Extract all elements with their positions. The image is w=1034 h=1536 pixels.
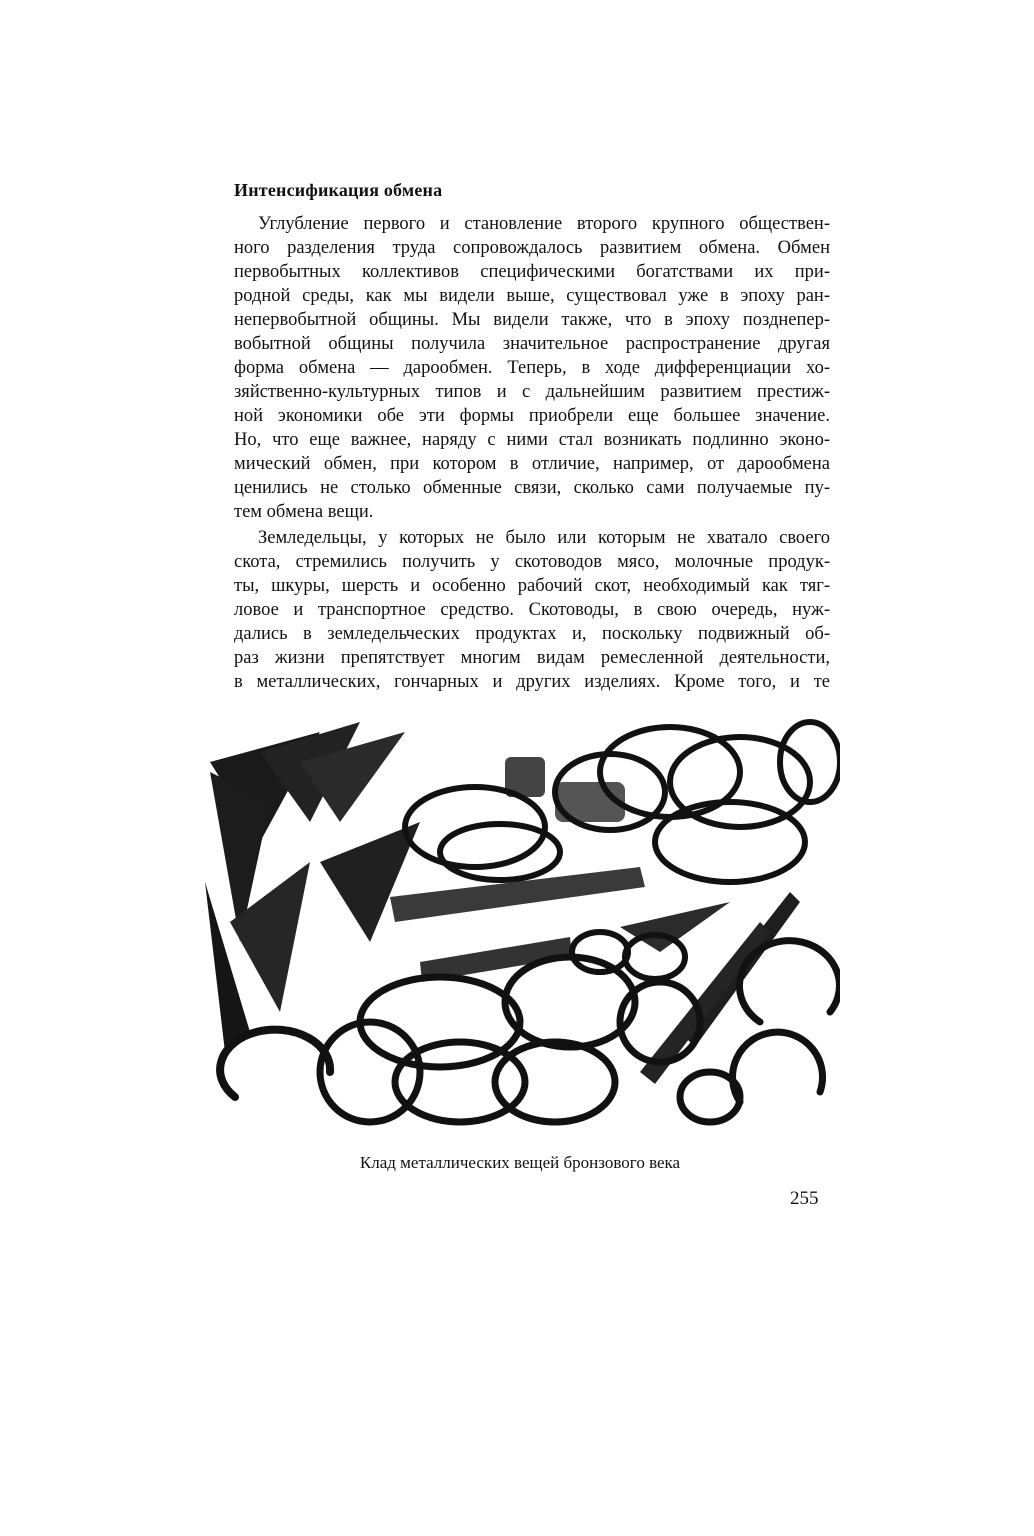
paragraph-1-line-5: непервобытной общины. Мы видели также, что в эпоху позднепер- xyxy=(234,310,830,330)
paragraph-2-line-5: дались в земледельческих продуктах и, поскольку подвижный об- xyxy=(234,624,830,644)
paragraph-1-line-2: ного разделения труда сопровождалось развитием обмена. Обмен xyxy=(234,238,830,258)
paragraph-2-line-2: скота, стремились получить у скотоводов мясо, молочные продук- xyxy=(234,552,830,572)
paragraph-1-line-8: зяйственно-культурных типов и с дальнейшим развитием престиж- xyxy=(234,382,830,402)
page-number: 255 xyxy=(790,1188,819,1209)
paragraph-2-line-7: в металлических, гончарных и других изделиях. Кроме того, и те xyxy=(234,672,830,692)
bracelet-ring xyxy=(495,1042,615,1122)
bracelet-ring xyxy=(572,932,628,972)
hoard-illustration-drawing xyxy=(200,712,840,1130)
paragraph-1-line-12: ценились не столько обменные связи, сколько сами получаемые пу- xyxy=(234,478,830,498)
paragraph-1-line-3: первобытных коллективов специфическими богатствами их при- xyxy=(234,262,830,282)
paragraph-1-line-6: вобытной общины получила значительное распространение другая xyxy=(234,334,830,354)
paragraph-1-line-9: ной экономики обе эти формы приобрели еще большее значение. xyxy=(234,406,830,426)
figure-caption: Клад металлических вещей бронзового века xyxy=(359,1153,681,1172)
bracelet-ring xyxy=(395,1042,525,1122)
hoard-illustration xyxy=(200,712,840,1130)
paragraph-1-line-13: тем обмена вещи. xyxy=(234,502,374,522)
section-heading: Интенсификация обмена xyxy=(234,180,443,200)
paragraph-1-line-1: Углубление первого и становление второго крупного обществен- xyxy=(258,214,830,234)
bracelet-ring xyxy=(440,824,560,880)
paragraph-1-line-10: Но, что еще важнее, наряду с ними стал возникать подлинно эконо- xyxy=(234,430,830,450)
paragraph-2-line-1: Земледельцы, у которых не было или которым не хватало своего xyxy=(258,528,830,548)
paragraph-2-line-4: ловое и транспортное средство. Скотоводы, в свою очередь, нуж- xyxy=(234,600,830,620)
bracelet-ring xyxy=(655,802,805,882)
paragraph-1-line-11: мический обмен, при котором в отличие, например, от дарообмена xyxy=(234,454,830,474)
paragraph-1-line-4: родной среды, как мы видели выше, существовал уже в эпоху ран- xyxy=(234,286,830,306)
paragraph-2-line-6: раз жизни препятствует многим видам ремесленной деятельности, xyxy=(234,648,830,668)
dagger-shape xyxy=(390,867,645,922)
dagger-shape xyxy=(620,902,730,952)
torc-ring xyxy=(220,1030,330,1097)
spearhead-shape xyxy=(320,822,420,942)
paragraph-1-line-7: форма обмена — дарообмен. Теперь, в ходе дифференциации хо- xyxy=(234,358,830,378)
bracelet-ring xyxy=(680,1072,740,1122)
torc-ring xyxy=(739,941,839,1022)
paragraph-2-line-3: ты, шкуры, шерсть и особенно рабочий скот, необходимый как тяг- xyxy=(234,576,830,596)
torc-ring xyxy=(733,1032,823,1102)
